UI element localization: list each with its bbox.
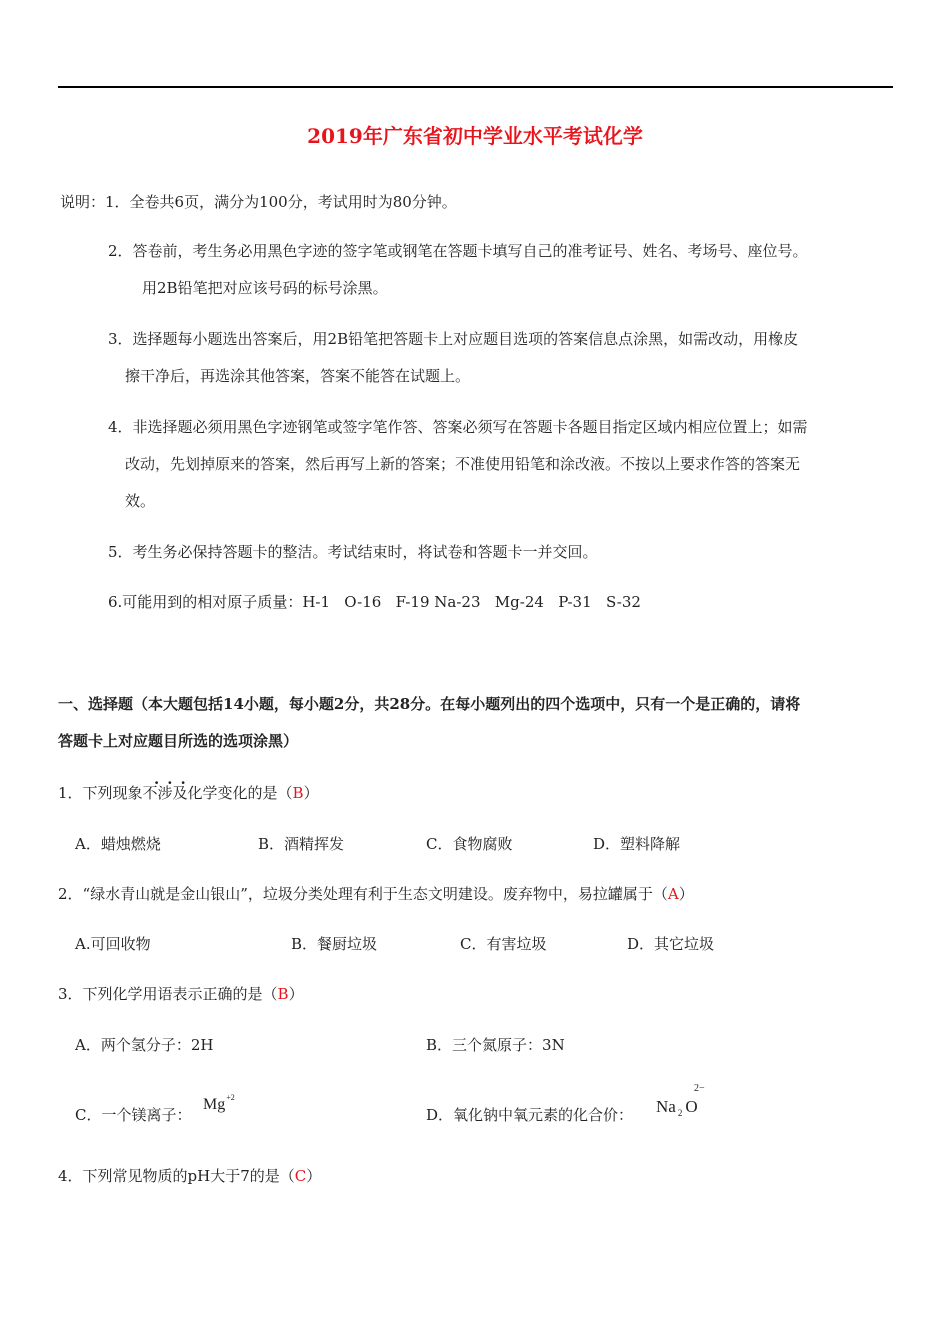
note-4-line-1: 4．非选择题必须用黑色字迹钢笔或签字笔作答、答案必须写在答题卡各题目指定区域内相应位置上；如需: [108, 418, 808, 436]
question-3-text: 3．下列化学用语表示正确的是（: [58, 985, 278, 1003]
note-5: 5．考生务必保持答题卡的整洁。考试结束时，将试卷和答题卡一并交回。: [108, 543, 598, 561]
question-1-close: ）: [303, 784, 319, 802]
question-4-text: 4．下列常见物质的pH大于7的是（: [58, 1167, 295, 1185]
mg-symbol: Mg: [203, 1096, 226, 1113]
na-symbol: Na: [656, 1097, 676, 1116]
section-1-heading-line-2: 答题卡上对应题目所选的选项涂黑）: [58, 732, 299, 750]
question-2-option-b: B．餐厨垃圾: [291, 935, 378, 953]
question-4-stem: [58, 1166, 321, 1186]
question-2-stem: [58, 884, 694, 904]
question-2-option-a: A.可回收物: [75, 935, 151, 953]
oxygen-valence: 2−: [694, 1083, 705, 1094]
section-1-heading-line-1: 一、选择题（本大题包括14小题，每小题2分，共28分。在每小题列出的四个选项中，只有一个是正确的，请将: [58, 695, 801, 713]
question-1-stem: [58, 783, 319, 803]
question-1-option-d: D．塑料降解: [593, 835, 681, 853]
note-3-line-2: 擦干净后，再选涂其他答案，答案不能答在试题上。: [125, 367, 471, 385]
question-3-option-b: B．三个氮原子：3N: [426, 1036, 565, 1054]
question-1-option-c: C．食物腐败: [426, 835, 513, 853]
note-4-line-3: 效。: [125, 492, 156, 510]
question-3-close: ）: [288, 985, 304, 1003]
note-6-atomic-masses: 6.可能用到的相对原子质量：H-1 O-16 F-19 Na-23 Mg-24 P-31 S-32: [108, 593, 641, 611]
question-3-option-d: D．氧化钠中氧元素的化合价：: [426, 1106, 634, 1124]
question-3-option-c: C．一个镁离子：: [75, 1106, 192, 1124]
question-1-option-a: A．蜡烛燃烧: [75, 835, 161, 853]
emphasis-dots: ...: [154, 770, 194, 788]
header-rule: [58, 86, 893, 88]
question-2-text: 2．“绿水青山就是金山银山”，垃圾分类处理有利于生态文明建设。废弃物中，易拉罐属于（: [58, 885, 668, 903]
note-2-line-1: 2．答卷前，考生务必用黑色字迹的签字笔或钢笔在答题卡填写自己的准考证号、姓名、考场号、座位号。: [108, 242, 808, 260]
note-1: 说明：1．全卷共6页，满分为100分，考试用时为80分钟。: [60, 193, 457, 211]
question-3-answer: B: [277, 985, 289, 1003]
question-2-option-d: D．其它垃圾: [627, 935, 715, 953]
sodium-oxide-formula: [656, 1097, 698, 1117]
note-2-line-2: 用2B铅笔把对应该号码的标号涂黑。: [142, 279, 388, 297]
o-symbol: O: [685, 1097, 698, 1116]
magnesium-ion-formula: [203, 1093, 235, 1114]
question-3-stem: [58, 984, 304, 1004]
question-4-close: ）: [306, 1167, 322, 1185]
question-2-option-c: C．有害垃圾: [460, 935, 547, 953]
question-1-text: 1．下列现象不涉及化学变化的是（: [58, 784, 293, 802]
question-1-answer: B: [292, 784, 304, 802]
question-1-option-b: B．酒精挥发: [258, 835, 345, 853]
question-4-answer: C: [294, 1167, 307, 1185]
na-subscript: 2: [677, 1108, 683, 1118]
question-3-option-a: A．两个氢分子：2H: [75, 1036, 214, 1054]
mg-charge: +2: [226, 1093, 235, 1102]
question-2-answer: A: [667, 885, 679, 903]
note-4-line-2: 改动，先划掉原来的答案，然后再写上新的答案；不准使用铅笔和涂改液。不按以上要求作答的答案无: [125, 455, 801, 473]
note-3-line-1: 3．选择题每小题选出答案后，用2B铅笔把答题卡上对应题目选项的答案信息点涂黑，如需改动，用橡皮: [108, 330, 799, 348]
page-title: 2019年广东省初中学业水平考试化学: [307, 124, 643, 148]
question-2-close: ）: [678, 885, 694, 903]
